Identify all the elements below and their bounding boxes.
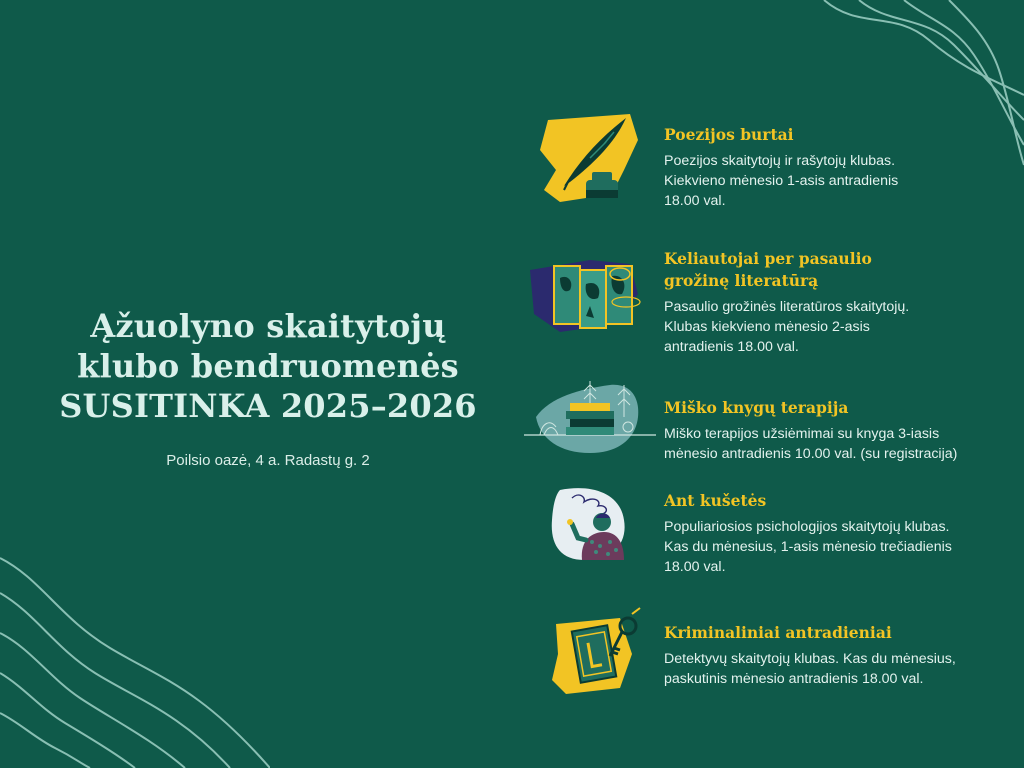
event-description <box>664 517 1004 577</box>
event-description <box>664 297 1004 357</box>
event-desc-line: Klubas kiekvieno mėnesio 2-asis <box>664 319 870 335</box>
event-desc-line: 18.00 val. <box>664 559 726 575</box>
event-title-line: grožinę literatūrą <box>664 271 819 290</box>
event-title <box>664 248 1004 292</box>
forest-books-icon <box>520 377 660 457</box>
event-title <box>664 397 1004 419</box>
address: Poilsio oazė, 4 a. Radastų g. 2 <box>166 452 370 469</box>
title-line: klubo bendruomenės <box>77 347 459 385</box>
event-text <box>664 490 1004 577</box>
event-desc-line: 18.00 val. <box>664 193 726 209</box>
event-description <box>664 424 1004 464</box>
quill-inkwell-icon <box>520 110 650 210</box>
event-title-line: Poezijos burtai <box>664 125 794 144</box>
event-title-line: Kriminaliniai antradieniai <box>664 623 892 642</box>
event-title-line: Miško knygų terapija <box>664 398 849 417</box>
event-title <box>664 622 1004 644</box>
detective-book-key-icon <box>520 604 660 699</box>
world-map-icon <box>520 254 656 340</box>
event-desc-line: Poezijos skaitytojų ir rašytojų klubas. <box>664 153 896 169</box>
event-text <box>664 622 1004 689</box>
event-desc-line: Kiekvieno mėnesio 1-asis antradienis <box>664 173 899 189</box>
title-line: Ąžuolyno skaitytojų <box>90 307 446 345</box>
event-desc-line: Pasaulio grožinės literatūros skaitytojų. <box>664 299 910 315</box>
event-title-line: Ant kušetės <box>664 491 767 510</box>
event-desc-line: Populiariosios psichologijos skaitytojų klubas. <box>664 519 950 535</box>
event-title <box>664 490 1004 512</box>
event-desc-line: mėnesio antradienis 10.00 val. (su registracija) <box>664 446 958 462</box>
event-description <box>664 151 1004 211</box>
event-title-line: Keliautojai per pasaulio <box>664 249 872 268</box>
event-text <box>664 124 1004 211</box>
event-text <box>664 248 1004 357</box>
event-title <box>664 124 1004 146</box>
title-line: SUSITINKA 2025–2026 <box>59 387 477 425</box>
thinking-person-icon <box>520 484 650 564</box>
event-desc-line: paskutinis mėnesio antradienis 18.00 val. <box>664 671 924 687</box>
event-desc-line: Detektyvų skaitytojų klubas. Kas du mėnesius, <box>664 651 956 667</box>
event-description <box>664 649 1004 689</box>
event-desc-line: Kas du mėnesius, 1-asis mėnesio trečiadienis <box>664 539 952 555</box>
event-text <box>664 397 1004 464</box>
event-desc-line: Miško terapijos užsiėmimai su knyga 3-iasis <box>664 426 940 442</box>
event-desc-line: antradienis 18.00 val. <box>664 339 799 355</box>
